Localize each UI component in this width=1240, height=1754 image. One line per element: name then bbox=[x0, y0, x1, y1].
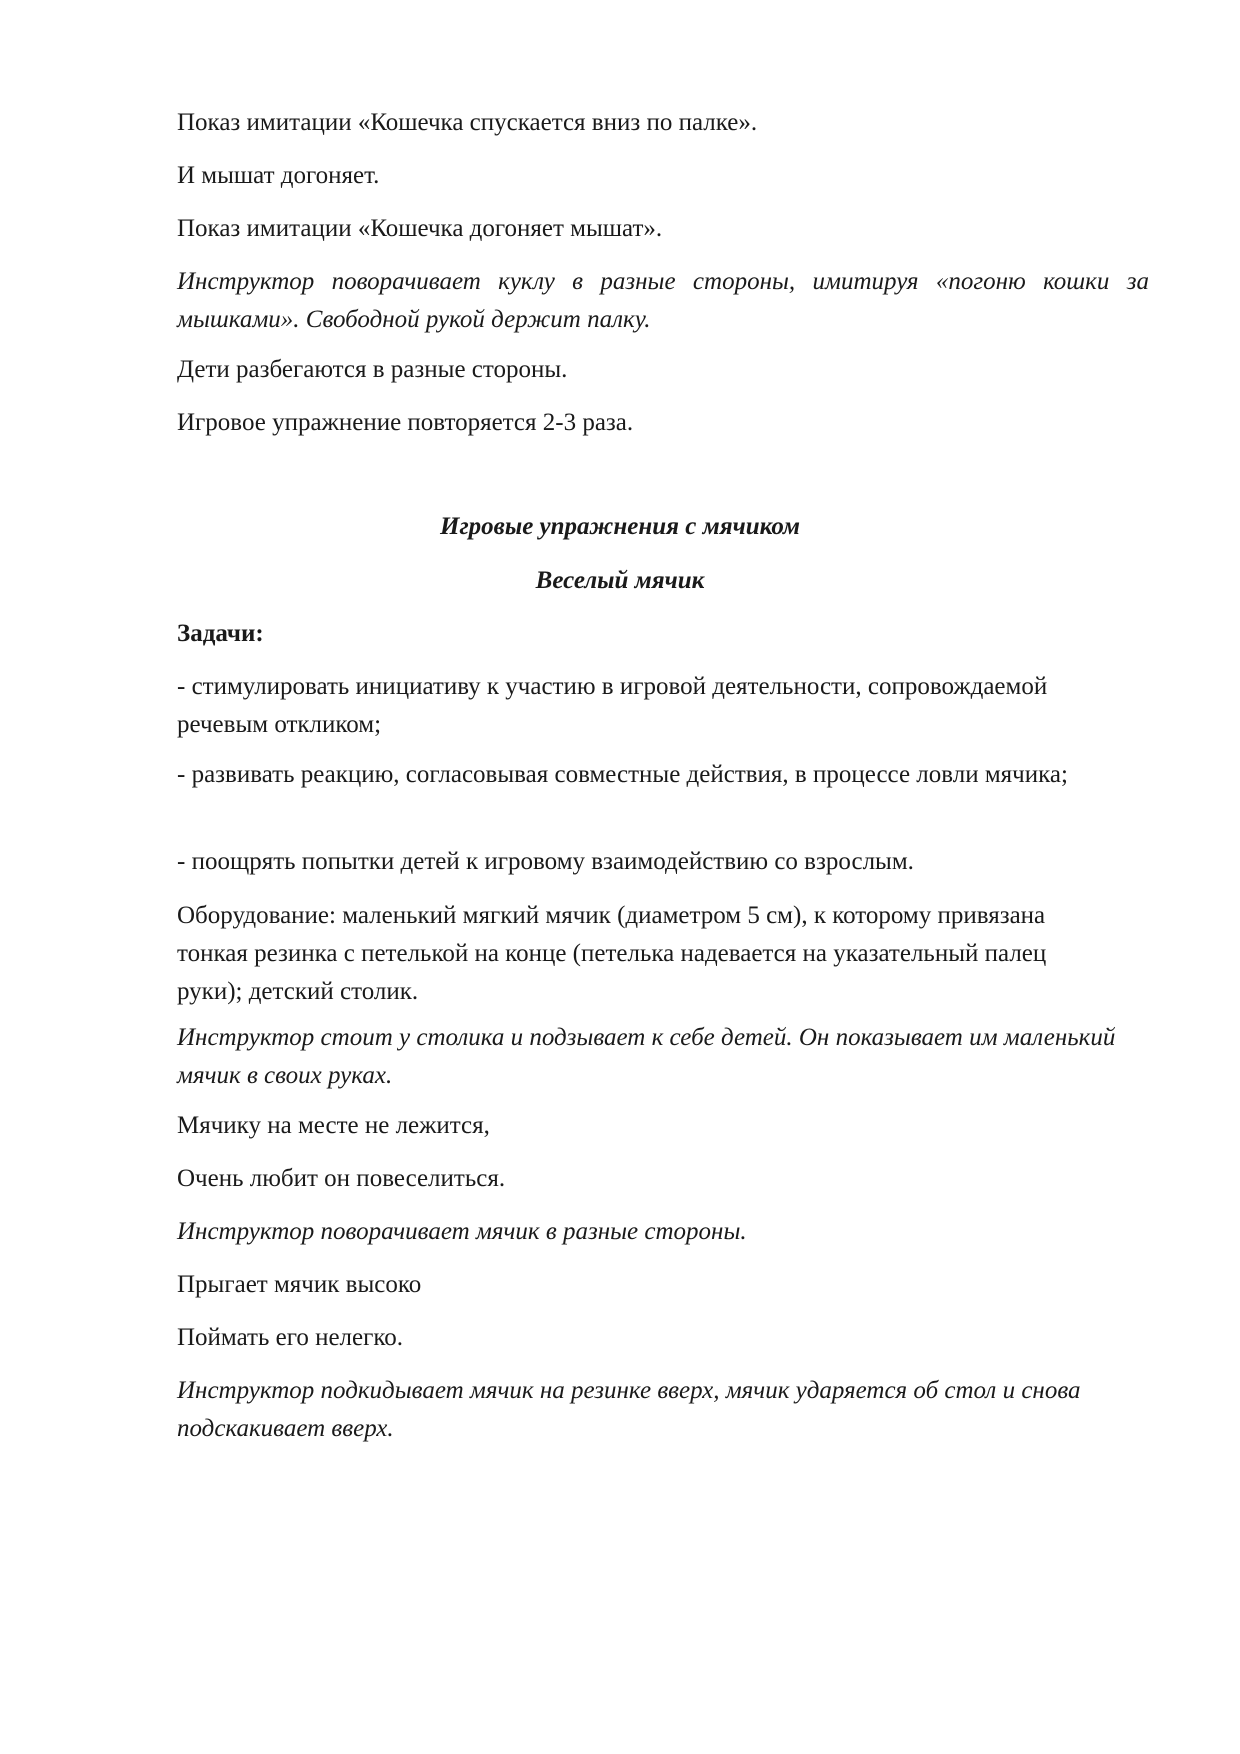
task-item: - развивать реакцию, согласовывая совместные действия, в процессе ловли мячика; bbox=[177, 761, 1068, 788]
tasks-label: Задачи: bbox=[177, 620, 264, 647]
verse-line: Мячику на месте не лежится, bbox=[177, 1112, 490, 1139]
task-item: - поощрять попытки детей к игровому взаимодействию со взрослым. bbox=[177, 848, 914, 875]
paragraph-catches-mice: И мышат догоняет. bbox=[177, 162, 380, 189]
task-item: - стимулировать инициативу к участию в игровой деятельности, сопровождаемой речевым откликом; bbox=[177, 673, 1048, 738]
paragraph-instructor-turns-ball: Инструктор поворачивает мячик в разные стороны. bbox=[177, 1218, 747, 1245]
paragraph-imitation-cat-chases: Показ имитации «Кошечка догоняет мышат». bbox=[177, 215, 663, 242]
verse-line: Очень любит он повеселиться. bbox=[177, 1165, 506, 1192]
paragraph-repeat-count: Игровое упражнение повторяется 2-3 раза. bbox=[177, 409, 634, 436]
paragraph-imitation-cat-descends: Показ имитации «Кошечка спускается вниз по палке». bbox=[177, 109, 758, 136]
verse-line: Поймать его нелегко. bbox=[177, 1324, 404, 1351]
game-title: Веселый мячик bbox=[535, 567, 705, 594]
section-title: Игровые упражнения с мячиком bbox=[440, 513, 800, 540]
equipment-paragraph: Оборудование: маленький мягкий мячик (диаметром 5 см), к которому привязана тонкая резинка с петелькой на конце (петелька надевается на указательный палец руки); детский столик. bbox=[177, 902, 1047, 1005]
paragraph-instructor-tosses-ball: Инструктор подкидывает мячик на резинке вверх, мячик ударяется об стол и снова подскакивает вверх. bbox=[177, 1377, 1081, 1442]
verse-line: Прыгает мячик высоко bbox=[177, 1271, 422, 1298]
paragraph-instructor-turns-doll: Инструктор поворачивает куклу в разные стороны, имитируя «погоню кошки за мышками». Свободной рукой держит палку. bbox=[177, 268, 1149, 333]
paragraph-children-run: Дети разбегаются в разные стороны. bbox=[177, 356, 568, 383]
paragraph-instructor-calls-children: Инструктор стоит у столика и подзывает к себе детей. Он показывает им маленький мячик в своих руках. bbox=[177, 1024, 1116, 1089]
